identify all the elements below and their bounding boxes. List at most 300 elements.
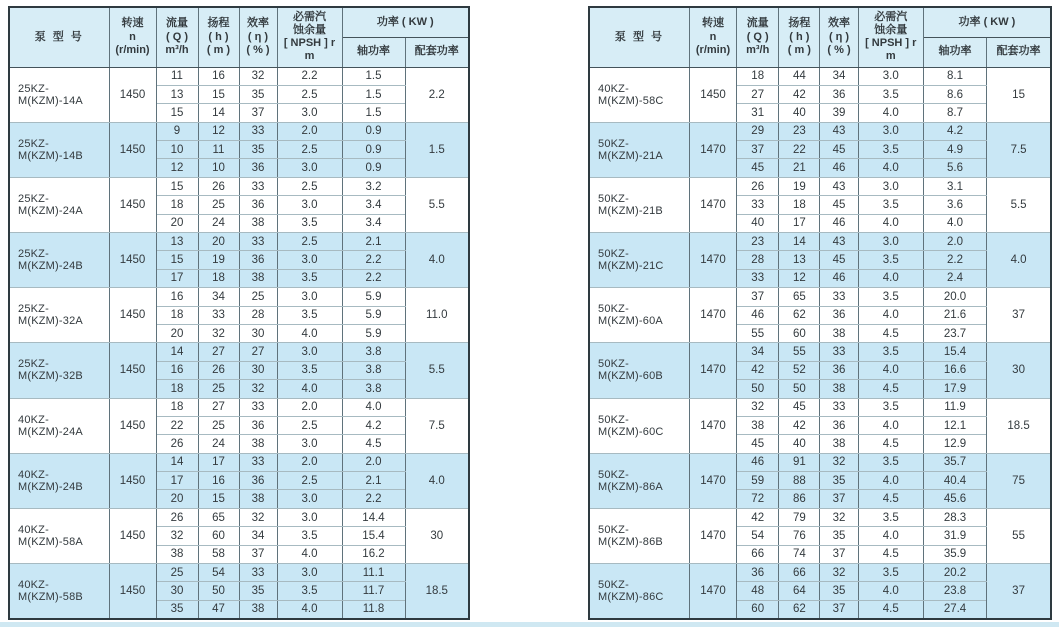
head-cell: 17	[198, 453, 239, 471]
npsh-cell: 3.5	[858, 508, 923, 526]
speed-cell: 1450	[109, 233, 156, 288]
npsh-cell: 3.5	[858, 196, 923, 214]
shaft-power-cell: 4.0	[923, 214, 986, 232]
efficiency-cell: 33	[820, 288, 858, 306]
speed-cell: 1450	[109, 398, 156, 453]
flow-cell: 32	[737, 398, 779, 416]
header-text: n	[129, 30, 136, 43]
efficiency-cell: 38	[820, 380, 858, 398]
npsh-cell: 4.0	[858, 582, 923, 600]
npsh-cell: 3.0	[277, 564, 342, 582]
header-text: ( % )	[827, 43, 851, 56]
model-cell: 25KZ-M(KZM)-14B	[9, 122, 109, 177]
head-cell: 44	[779, 67, 820, 85]
npsh-cell: 3.0	[277, 196, 342, 214]
model-cell: 25KZ-M(KZM)-32B	[9, 343, 109, 398]
efficiency-cell: 33	[239, 233, 277, 251]
npsh-cell: 3.5	[277, 269, 342, 287]
npsh-cell: 3.5	[858, 398, 923, 416]
head-cell: 62	[779, 306, 820, 324]
flow-cell: 18	[156, 196, 198, 214]
flow-cell: 15	[156, 251, 198, 269]
flow-cell: 15	[156, 177, 198, 195]
bottom-strip	[0, 622, 1059, 627]
efficiency-cell: 36	[239, 416, 277, 434]
flow-cell: 13	[156, 233, 198, 251]
head-cell: 42	[779, 85, 820, 103]
head-cell: 12	[779, 269, 820, 287]
flow-cell: 20	[156, 490, 198, 508]
head-cell: 20	[198, 233, 239, 251]
speed-cell: 1470	[689, 288, 736, 343]
flow-cell: 33	[737, 196, 779, 214]
speed-cell: 1450	[689, 67, 736, 122]
npsh-cell: 3.5	[858, 85, 923, 103]
match-power-cell: 2.2	[405, 67, 469, 122]
column-header-power: 功率 ( KW )	[342, 7, 469, 37]
table-row	[9, 233, 469, 251]
efficiency-cell: 37	[820, 600, 858, 618]
npsh-cell: 3.0	[277, 251, 342, 269]
match-power-cell: 5.5	[405, 177, 469, 232]
npsh-cell: 2.5	[277, 233, 342, 251]
column-header-shaft-power: 轴功率	[342, 37, 405, 67]
efficiency-cell: 45	[820, 141, 858, 159]
npsh-cell: 3.5	[858, 564, 923, 582]
pump-spec-table-left	[8, 6, 470, 620]
shaft-power-cell: 0.9	[342, 141, 405, 159]
shaft-power-cell: 20.2	[923, 564, 986, 582]
flow-cell: 18	[737, 67, 779, 85]
efficiency-cell: 32	[239, 380, 277, 398]
efficiency-cell: 34	[239, 527, 277, 545]
flow-cell: 10	[156, 141, 198, 159]
flow-cell: 20	[156, 324, 198, 342]
header-text: ( h )	[208, 30, 229, 43]
npsh-cell: 3.0	[858, 122, 923, 140]
efficiency-cell: 38	[820, 324, 858, 342]
shaft-power-cell: 3.8	[342, 343, 405, 361]
head-cell: 26	[198, 177, 239, 195]
head-cell: 40	[779, 435, 820, 453]
column-header-power: 功率 ( KW )	[923, 7, 1051, 37]
efficiency-cell: 32	[820, 564, 858, 582]
npsh-cell: 4.0	[277, 600, 342, 618]
header-text: 转速	[702, 17, 725, 30]
efficiency-cell: 33	[820, 398, 858, 416]
head-cell: 62	[779, 600, 820, 618]
speed-cell: 1450	[109, 288, 156, 343]
shaft-power-cell: 11.1	[342, 564, 405, 582]
speed-cell: 1450	[109, 508, 156, 563]
flow-cell: 12	[156, 159, 198, 177]
npsh-cell: 3.0	[858, 177, 923, 195]
head-cell: 15	[198, 490, 239, 508]
head-cell: 22	[779, 141, 820, 159]
efficiency-cell: 36	[239, 196, 277, 214]
npsh-cell: 3.5	[277, 582, 342, 600]
shaft-power-cell: 1.5	[342, 85, 405, 103]
model-cell: 50KZ-M(KZM)-21C	[589, 233, 689, 288]
header-text: ( m )	[206, 43, 231, 56]
model-cell: 50KZ-M(KZM)-60C	[589, 398, 689, 453]
flow-cell: 9	[156, 122, 198, 140]
speed-cell: 1450	[109, 122, 156, 177]
npsh-cell: 4.0	[277, 545, 342, 563]
shaft-power-cell: 27.4	[923, 600, 986, 618]
flow-cell: 34	[737, 343, 779, 361]
shaft-power-cell: 15.4	[923, 343, 986, 361]
match-power-cell: 75	[987, 453, 1051, 508]
shaft-power-cell: 8.7	[923, 104, 986, 122]
flow-cell: 14	[156, 343, 198, 361]
npsh-cell: 3.5	[277, 361, 342, 379]
flow-cell: 37	[737, 141, 779, 159]
shaft-power-cell: 16.6	[923, 361, 986, 379]
header-text: (r/min)	[115, 43, 150, 56]
header-text: m	[885, 50, 896, 63]
flow-cell: 59	[737, 472, 779, 490]
header-text: 效率	[247, 17, 269, 30]
head-cell: 76	[779, 527, 820, 545]
npsh-cell: 3.0	[277, 288, 342, 306]
npsh-cell: 4.0	[858, 214, 923, 232]
speed-cell: 1450	[109, 67, 156, 122]
efficiency-cell: 45	[820, 251, 858, 269]
header-text: ( % )	[246, 43, 270, 56]
match-power-cell: 4.0	[405, 453, 469, 508]
match-power-cell: 15	[987, 67, 1051, 122]
header-text: n	[709, 30, 717, 43]
head-cell: 55	[779, 343, 820, 361]
speed-cell: 1470	[689, 508, 736, 563]
head-cell: 60	[198, 527, 239, 545]
flow-cell: 26	[737, 177, 779, 195]
head-cell: 16	[198, 67, 239, 85]
column-header-speed	[689, 7, 736, 67]
model-cell: 50KZ-M(KZM)-86A	[589, 453, 689, 508]
npsh-cell: 3.5	[858, 141, 923, 159]
table-row	[9, 288, 469, 306]
model-cell: 25KZ-M(KZM)-24A	[9, 177, 109, 232]
match-power-cell: 30	[987, 343, 1051, 398]
table-row	[9, 67, 469, 85]
efficiency-cell: 32	[239, 508, 277, 526]
efficiency-cell: 33	[820, 343, 858, 361]
npsh-cell: 4.5	[858, 490, 923, 508]
efficiency-cell: 33	[239, 453, 277, 471]
flow-cell: 17	[156, 472, 198, 490]
header-text: 扬程	[788, 17, 811, 30]
table-header	[9, 7, 469, 67]
shaft-power-cell: 3.1	[923, 177, 986, 195]
match-power-cell: 5.5	[405, 343, 469, 398]
head-cell: 32	[198, 324, 239, 342]
head-cell: 26	[198, 361, 239, 379]
npsh-cell: 4.0	[858, 472, 923, 490]
efficiency-cell: 35	[820, 582, 858, 600]
head-cell: 25	[198, 196, 239, 214]
efficiency-cell: 25	[239, 288, 277, 306]
flow-cell: 15	[156, 104, 198, 122]
column-header-flow	[737, 7, 779, 67]
table-body	[9, 67, 469, 619]
model-cell: 40KZ-M(KZM)-24A	[9, 398, 109, 453]
match-power-cell: 5.5	[987, 177, 1051, 232]
shaft-power-cell: 5.9	[342, 306, 405, 324]
shaft-power-cell: 16.2	[342, 545, 405, 563]
match-power-cell: 30	[405, 508, 469, 563]
efficiency-cell: 36	[239, 159, 277, 177]
efficiency-cell: 36	[239, 472, 277, 490]
header-text: ( Q )	[166, 30, 188, 43]
match-power-cell: 18.5	[987, 398, 1051, 453]
head-cell: 50	[779, 380, 820, 398]
table-row	[589, 67, 1051, 85]
shaft-power-cell: 31.9	[923, 527, 986, 545]
shaft-power-cell: 1.5	[342, 67, 405, 85]
head-cell: 11	[198, 141, 239, 159]
npsh-cell: 3.0	[858, 233, 923, 251]
table-row	[589, 122, 1051, 140]
match-power-cell: 37	[987, 564, 1051, 619]
header-text: 蚀余量	[293, 24, 326, 37]
efficiency-cell: 38	[820, 435, 858, 453]
efficiency-cell: 43	[820, 233, 858, 251]
model-cell: 25KZ-M(KZM)-24B	[9, 233, 109, 288]
shaft-power-cell: 15.4	[342, 527, 405, 545]
table-row	[589, 398, 1051, 416]
shaft-power-cell: 23.7	[923, 324, 986, 342]
speed-cell: 1470	[689, 398, 736, 453]
flow-cell: 35	[156, 600, 198, 618]
npsh-cell: 3.0	[277, 490, 342, 508]
column-header-efficiency	[239, 7, 277, 67]
model-cell: 40KZ-M(KZM)-58B	[9, 564, 109, 619]
flow-cell: 26	[156, 508, 198, 526]
column-header-shaft-power: 轴功率	[923, 37, 986, 67]
head-cell: 15	[198, 85, 239, 103]
npsh-cell: 2.5	[277, 416, 342, 434]
efficiency-cell: 35	[820, 527, 858, 545]
head-cell: 10	[198, 159, 239, 177]
shaft-power-cell: 3.8	[342, 361, 405, 379]
efficiency-cell: 32	[820, 508, 858, 526]
column-header-head	[779, 7, 820, 67]
shaft-power-cell: 5.9	[342, 324, 405, 342]
npsh-cell: 3.5	[858, 251, 923, 269]
efficiency-cell: 38	[239, 435, 277, 453]
efficiency-cell: 35	[239, 141, 277, 159]
column-header-model: 泵 型 号	[9, 7, 109, 67]
flow-cell: 46	[737, 453, 779, 471]
match-power-cell: 4.0	[405, 233, 469, 288]
header-text: [ NPSH ] r	[283, 37, 336, 50]
head-cell: 23	[779, 122, 820, 140]
efficiency-cell: 43	[820, 177, 858, 195]
npsh-cell: 4.5	[858, 435, 923, 453]
flow-cell: 20	[156, 214, 198, 232]
npsh-cell: 3.5	[277, 214, 342, 232]
head-cell: 17	[779, 214, 820, 232]
flow-cell: 29	[737, 122, 779, 140]
head-cell: 40	[779, 104, 820, 122]
column-header-match-power: 配套功率	[987, 37, 1051, 67]
shaft-power-cell: 4.9	[923, 141, 986, 159]
speed-cell: 1470	[689, 453, 736, 508]
shaft-power-cell: 1.5	[342, 104, 405, 122]
column-header-head	[198, 7, 239, 67]
flow-cell: 23	[737, 233, 779, 251]
head-cell: 65	[198, 508, 239, 526]
head-cell: 13	[779, 251, 820, 269]
shaft-power-cell: 8.1	[923, 67, 986, 85]
shaft-power-cell: 14.4	[342, 508, 405, 526]
efficiency-cell: 46	[820, 214, 858, 232]
shaft-power-cell: 0.9	[342, 122, 405, 140]
table-row	[9, 453, 469, 471]
efficiency-cell: 36	[820, 361, 858, 379]
head-cell: 19	[779, 177, 820, 195]
table-row	[589, 343, 1051, 361]
header-text: [ NPSH ] r	[865, 37, 917, 50]
table-row	[9, 398, 469, 416]
speed-cell: 1450	[109, 177, 156, 232]
head-cell: 18	[779, 196, 820, 214]
header-text: 蚀余量	[874, 24, 908, 37]
efficiency-cell: 35	[239, 582, 277, 600]
flow-cell: 16	[156, 361, 198, 379]
match-power-cell: 37	[987, 288, 1051, 343]
npsh-cell: 3.5	[858, 288, 923, 306]
table-row	[9, 508, 469, 526]
model-cell: 50KZ-M(KZM)-86B	[589, 508, 689, 563]
column-header-npsh	[277, 7, 342, 67]
flow-cell: 31	[737, 104, 779, 122]
model-cell: 50KZ-M(KZM)-60B	[589, 343, 689, 398]
shaft-power-cell: 4.2	[923, 122, 986, 140]
match-power-cell: 55	[987, 508, 1051, 563]
npsh-cell: 4.5	[858, 545, 923, 563]
head-cell: 12	[198, 122, 239, 140]
efficiency-cell: 34	[820, 67, 858, 85]
header-text: m³/h	[746, 43, 770, 56]
header-text: ( Q )	[746, 30, 769, 43]
npsh-cell: 3.0	[277, 159, 342, 177]
efficiency-cell: 36	[820, 85, 858, 103]
match-power-cell: 7.5	[987, 122, 1051, 177]
flow-cell: 36	[737, 564, 779, 582]
head-cell: 58	[198, 545, 239, 563]
head-cell: 25	[198, 416, 239, 434]
efficiency-cell: 32	[820, 453, 858, 471]
npsh-cell: 2.0	[277, 122, 342, 140]
efficiency-cell: 36	[239, 251, 277, 269]
head-cell: 27	[198, 343, 239, 361]
table-row	[589, 453, 1051, 471]
npsh-cell: 3.0	[277, 435, 342, 453]
efficiency-cell: 37	[820, 490, 858, 508]
head-cell: 27	[198, 398, 239, 416]
model-cell: 50KZ-M(KZM)-86C	[589, 564, 689, 619]
speed-cell: 1470	[689, 564, 736, 619]
shaft-power-cell: 8.6	[923, 85, 986, 103]
model-cell: 40KZ-M(KZM)-58C	[589, 67, 689, 122]
head-cell: 18	[198, 269, 239, 287]
table-row	[9, 564, 469, 582]
head-cell: 52	[779, 361, 820, 379]
flow-cell: 22	[156, 416, 198, 434]
header-text: ( m )	[787, 43, 811, 56]
npsh-cell: 4.0	[858, 104, 923, 122]
header-text: 效率	[828, 17, 851, 30]
flow-cell: 50	[737, 380, 779, 398]
flow-cell: 28	[737, 251, 779, 269]
shaft-power-cell: 17.9	[923, 380, 986, 398]
column-header-speed	[109, 7, 156, 67]
efficiency-cell: 33	[239, 177, 277, 195]
head-cell: 91	[779, 453, 820, 471]
flow-cell: 40	[737, 214, 779, 232]
head-cell: 16	[198, 472, 239, 490]
npsh-cell: 2.0	[277, 398, 342, 416]
match-power-cell: 4.0	[987, 233, 1051, 288]
shaft-power-cell: 3.4	[342, 214, 405, 232]
shaft-power-cell: 2.4	[923, 269, 986, 287]
flow-cell: 42	[737, 508, 779, 526]
shaft-power-cell: 35.7	[923, 453, 986, 471]
head-cell: 86	[779, 490, 820, 508]
head-cell: 60	[779, 324, 820, 342]
header-text: m	[304, 50, 315, 63]
npsh-cell: 3.0	[277, 343, 342, 361]
npsh-cell: 3.0	[858, 67, 923, 85]
flow-cell: 32	[156, 527, 198, 545]
flow-cell: 17	[156, 269, 198, 287]
npsh-cell: 2.2	[277, 67, 342, 85]
flow-cell: 18	[156, 306, 198, 324]
npsh-cell: 2.5	[277, 141, 342, 159]
flow-cell: 38	[156, 545, 198, 563]
flow-cell: 18	[156, 398, 198, 416]
speed-cell: 1470	[689, 343, 736, 398]
shaft-power-cell: 23.8	[923, 582, 986, 600]
shaft-power-cell: 3.8	[342, 380, 405, 398]
efficiency-cell: 37	[239, 104, 277, 122]
model-cell: 50KZ-M(KZM)-21B	[589, 177, 689, 232]
efficiency-cell: 36	[820, 416, 858, 434]
npsh-cell: 3.5	[858, 453, 923, 471]
speed-cell: 1470	[689, 233, 736, 288]
efficiency-cell: 33	[239, 564, 277, 582]
shaft-power-cell: 11.8	[342, 600, 405, 618]
flow-cell: 66	[737, 545, 779, 563]
shaft-power-cell: 3.2	[342, 177, 405, 195]
shaft-power-cell: 2.2	[342, 269, 405, 287]
shaft-power-cell: 35.9	[923, 545, 986, 563]
header-text: 必需汽	[874, 10, 908, 23]
flow-cell: 18	[156, 380, 198, 398]
npsh-cell: 4.5	[858, 600, 923, 618]
shaft-power-cell: 12.1	[923, 416, 986, 434]
npsh-cell: 4.0	[858, 361, 923, 379]
table-row	[9, 177, 469, 195]
flow-cell: 46	[737, 306, 779, 324]
shaft-power-cell: 2.2	[342, 251, 405, 269]
table-row	[589, 177, 1051, 195]
npsh-cell: 4.0	[858, 159, 923, 177]
match-power-cell: 1.5	[405, 122, 469, 177]
